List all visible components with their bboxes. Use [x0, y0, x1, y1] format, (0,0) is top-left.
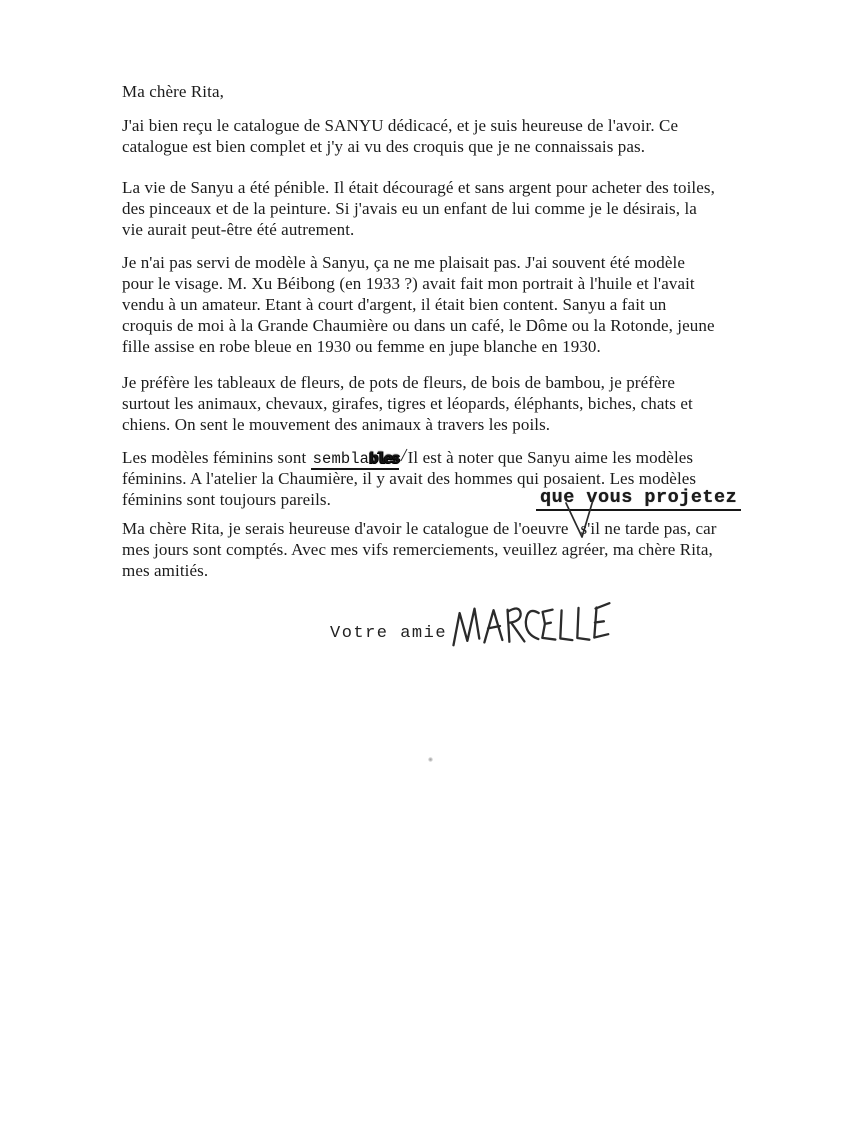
typed-overstruck-part: bles [369, 450, 399, 468]
line-text: Les modèles féminins sont [122, 448, 311, 467]
letter-line: féminins sont toujours pareils. [122, 490, 331, 509]
typewriter-correction-word [311, 450, 400, 470]
letter-line-mixed [122, 444, 696, 468]
signature-marcelle-handwriting [449, 595, 628, 659]
letter-line: Je préfère les tableaux de fleurs, de pots de fleurs, de bois de bambou, je préfère [122, 373, 676, 392]
letter-line: féminins. A l'atelier la Chaumière, il y avait des hommes qui posaient. Les modèles [122, 469, 697, 488]
letter-line: des pinceaux et de la peinture. Si j'avais eu un enfant de lui comme je le désirais, la [122, 199, 697, 218]
letter-line: La vie de Sanyu a été pénible. Il était découragé et sans argent pour acheter des toiles, [122, 178, 715, 197]
letter-line: mes amitiés. [122, 561, 209, 580]
paragraph-2 [122, 177, 715, 240]
paragraph-1 [122, 115, 678, 157]
typewriter-insertion-phrase: que vous projetez [536, 487, 741, 511]
paragraph-4 [122, 372, 693, 435]
letter-line: vendu à un amateur. Etant à court d'argent, il était bien content. Sanyu a fait un [122, 295, 667, 314]
insertion-caret-mark [569, 518, 581, 534]
scan-speck [428, 757, 433, 762]
paragraph-3 [122, 252, 715, 357]
letter-line: surtout les animaux, chevaux, girafes, tigres et léopards, éléphants, biches, chats et [122, 394, 693, 413]
letter-line: pour le visage. M. Xu Béibong (en 1933 ?) avait fait mon portrait à l'huile et l'avait [122, 274, 695, 293]
letter-line: catalogue est bien complet et j'y ai vu des croquis que je ne connaissais pas. [122, 137, 646, 156]
letter-line-mixed [122, 518, 717, 539]
line-text: Il est à noter que Sanyu aime les modèles [407, 448, 694, 467]
line-text: Ma chère Rita, je serais heureuse d'avoir le catalogue de l'oeuvre [122, 519, 569, 538]
letter-line: Je n'ai pas servi de modèle à Sanyu, ça ne me plaisait pas. J'ai souvent été modèle [122, 253, 685, 272]
salutation [122, 81, 224, 102]
paragraph-6 [122, 518, 717, 581]
caret-lines [563, 499, 597, 541]
letter-line: mes jours sont comptés. Avec mes vifs remerciements, veuillez agréer, ma chère Rita, [122, 540, 713, 559]
signature-strokes [449, 595, 628, 654]
handwritten-slash-mark: / [400, 444, 409, 467]
typed-closing: Votre amie [330, 624, 448, 643]
letter-line: J'ai bien reçu le catalogue de SANYU dédicacé, et je suis heureuse de l'avoir. Ce [122, 116, 679, 135]
typed-clear-part: sembla [312, 450, 370, 468]
letter-line: fille assise en robe bleue en 1930 ou femme en jupe blanche en 1930. [122, 337, 601, 356]
letter-line: vie aurait peut-être été autrement. [122, 220, 355, 239]
line-text: s'il ne tarde pas, car [580, 519, 717, 538]
letter-line: croquis de moi à la Grande Chaumière ou dans un café, le Dôme ou la Rotonde, jeune [122, 316, 715, 335]
letter-line: chiens. On sent le mouvement des animaux à travers les poils. [122, 415, 551, 434]
salutation-line: Ma chère Rita, [122, 82, 224, 101]
